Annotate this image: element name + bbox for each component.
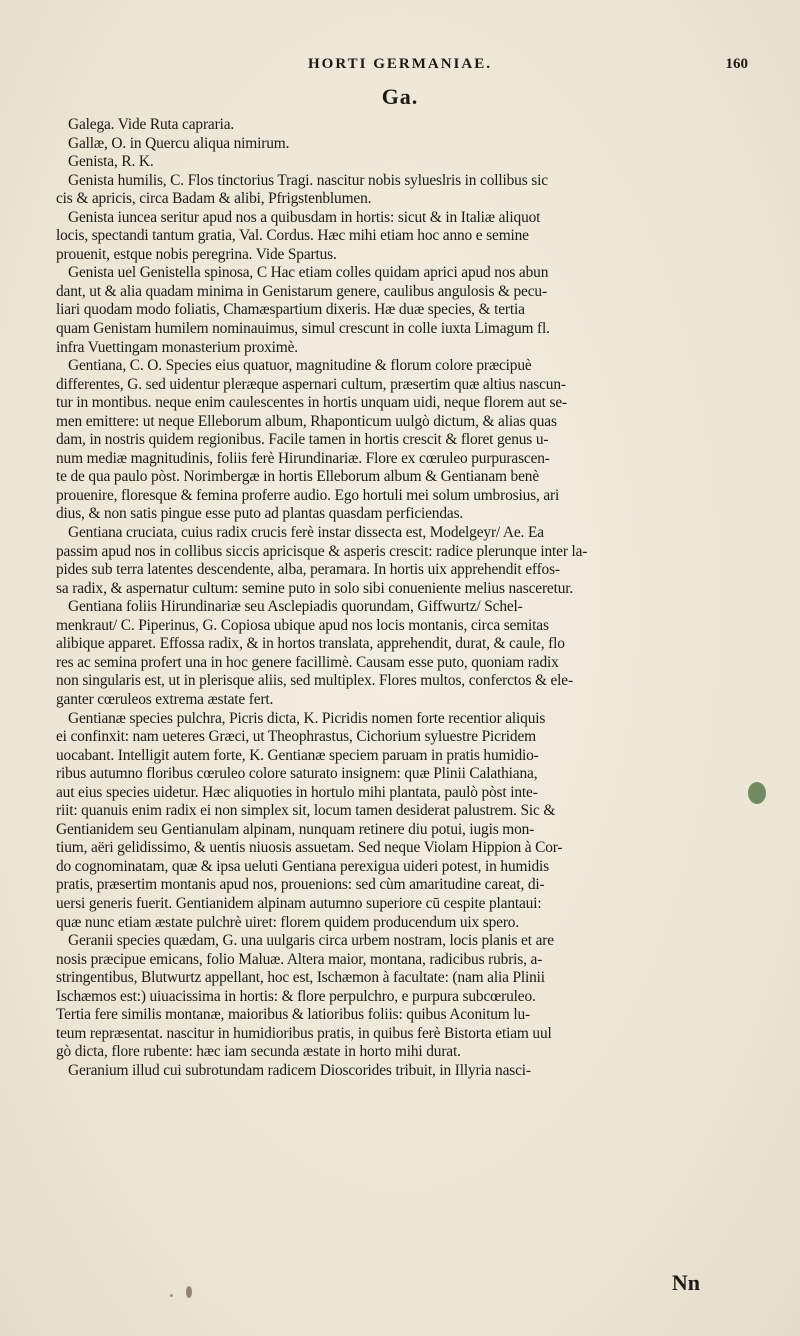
text-line: passim apud nos in collibus siccis apricisque & asperis crescit: radice plerunque inter la- (56, 542, 588, 560)
text-line: Genista uel Genistella spinosa, C Hac etiam colles quidam aprici apud nos abun (68, 264, 549, 282)
text-line: te de qua paulo pòst. Norimbergæ in hortis Elleborum album & Gentianam benè (56, 468, 540, 486)
text-line: infra Vuettingam monasterium proximè. (56, 338, 298, 356)
ink-stain (748, 782, 766, 804)
text-line: gò dicta, flore rubente: hæc iam secunda æstate in horto mihi durat. (56, 1043, 461, 1061)
text-line: dius, & non satis pingue esse puto ad plantas quasdam perficiendas. (56, 505, 464, 523)
text-line: uersi generis fuerit. Gentianidem alpinam autumno superiore cū cespite plantaui: (56, 894, 542, 912)
text-line: quæ nunc etiam æstate pulchrè uiret: florem quidem producendum uix spero. (56, 913, 520, 931)
text-line: Geranii species quædam, G. una uulgaris circa urbem nostram, locis planis et are (68, 932, 554, 950)
text-line: dant, ut & alia quadam minima in Genistarum genere, caulibus angulosis & pecu- (56, 282, 547, 300)
text-line: ei confinxit: nam ueteres Græci, ut Theophrastus, Cichorium syluestre Picridem (56, 728, 536, 746)
text-line: ribus autumno floribus cœruleo colore saturato insignem: quæ Plinii Calathiana, (56, 765, 538, 783)
text-line: men emittere: ut neque Elleborum album, Rhaponticum uulgò dictum, & alias quas (56, 412, 557, 430)
text-line: Tertia fere similis montanæ, maioribus & latioribus foliis: quibus Aconitum lu- (56, 1006, 530, 1024)
text-line: Genista humilis, C. Flos tinctorius Tragi. nascitur nobis sylueslris in collibus sic (68, 171, 548, 189)
ink-spot (186, 1286, 192, 1298)
ink-dot (170, 1294, 173, 1297)
text-line: Geranium illud cui subrotundam radicem Dioscorides tribuit, in Illyria nasci- (68, 1061, 531, 1079)
body-text (56, 116, 752, 1080)
text-line: Gentianæ species pulchra, Picris dicta, K. Picridis nomen forte recentior aliquis (68, 709, 546, 727)
text-line: tium, aëri gelidissimo, & uentis niuosis assuetam. Sed neque Violam Hippion à Cor- (56, 839, 563, 857)
text-line: differentes, G. sed uidentur pleræque aspernari cultum, præsertim quæ altius nascun- (56, 375, 566, 393)
text-line: quam Genistam humilem nominauimus, simul crescunt in colle iuxta Limagum fl. (56, 320, 550, 338)
signature-mark: Nn (671, 1270, 700, 1295)
text-line: Gallæ, O. in Quercu aliqua nimirum. (68, 134, 290, 152)
running-head: HORTI GERMANIAE. (308, 56, 492, 72)
text-line: uocabant. Intelligit autem forte, K. Gentianæ speciem paruam in pratis humidio- (56, 746, 539, 764)
text-line: pides sub terra latentes descendente, alba, peramara. In hortis uix apprehendit effos- (56, 561, 560, 579)
page-number: 160 (725, 56, 748, 72)
text-line: sa radix, & aspernatur cultum: semine puto in solo sibi conueniente melius nasceretur. (56, 579, 574, 597)
text-line: Gentiana cruciata, cuius radix crucis ferè instar dissecta est, Modelgeyr/ Ae. Ea (68, 524, 544, 542)
text-line: tur in montibus. neque enim caulescentes in hortis unquam uidi, neque florem aut se- (56, 394, 567, 412)
text-line: cis & apricis, circa Badam & alibi, Pfrigstenblumen. (56, 190, 372, 208)
text-line: teum repræsentat. nascitur in humidioribus pratis, in quibus ferè Bistorta etiam uul (56, 1024, 552, 1042)
text-line: Gentiana foliis Hirundinariæ seu Asclepiadis quorundam, Giffwurtz/ Schel- (68, 598, 523, 616)
text-line: Gentiana, C. O. Species eius quatuor, magnitudine & florum colore præcipuè (68, 357, 532, 375)
text-line: alibique apparet. Effossa radix, & in hortos translata, apprehendit, durat, & caule, flo (56, 635, 565, 653)
text-line: Genista, R. K. (68, 153, 154, 171)
text-line: ganter cœruleos extrema æstate fert. (56, 690, 274, 708)
text-line: do cognominatam, quæ & ipsa ueluti Gentiana perexigua uideri potest, in humidis (56, 857, 549, 875)
text-line: dam, in nostris quidem regionibus. Facile tamen in hortis crescit & floret genus u- (56, 431, 549, 449)
section-heading: Ga. (381, 84, 419, 109)
text-line: Ischæmos est:) uiuacissima in hortis: & flore perpulchro, e purpura subcœruleo. (56, 987, 536, 1005)
text-line: Gentianidem seu Gentianulam alpinam, nunquam retinere diu potui, iugis mon- (56, 820, 535, 838)
text-line: pratis, præsertim montanis apud nos, prouenions: sed cùm amaritudine careat, di- (56, 876, 545, 894)
text-line: Genista iuncea seritur apud nos a quibusdam in hortis: sicut & in Italiæ aliquot (68, 208, 541, 226)
text-line: stringentibus, Blutwurtz appellant, hoc est, Ischæmon à facultate: (nam alia Plinii (56, 969, 545, 987)
text-line: locis, spectandi tantum gratia, Val. Cordus. Hæc mihi etiam hoc anno e semine (56, 227, 529, 245)
text-line: num mediæ magnitudinis, foliis ferè Hirundinariæ. Flore ex cœruleo purpurascen- (56, 449, 550, 467)
text-line: menkraut/ C. Piperinus, G. Copiosa ubique apud nos locis montanis, circa semitas (56, 616, 549, 634)
text-line: res ac semina profert una in hoc genere facillimè. Causam esse puto, quoniam radix (56, 653, 559, 671)
text-line: prouenit, estque nobis peregrina. Vide Spartus. (56, 245, 337, 263)
text-line: riit: quanuis enim radix ei non simplex sit, locum tamen desiderat palustrem. Sic & (56, 802, 556, 820)
text-line: non singularis est, ut in plerisque aliis, sed multiplex. Flores multos, conferctos & ele- (56, 672, 573, 690)
text-line: Galega. Vide Ruta capraria. (68, 116, 235, 133)
text-line: liari quodam modo foliatis, Chamæspartium dixeris. Hæ duæ species, & tertia (56, 301, 525, 319)
text-line: prouenire, floresque & femina proferre audio. Ego hortuli mei solum umbrosius, ari (56, 486, 560, 504)
text-line: nosis præcipue emicans, folio Maluæ. Altera maior, montana, radicibus rubris, a- (56, 950, 543, 968)
text-line: aut eius species uidetur. Hæc aliquoties in hortulo mihi plantata, paulò pòst inte- (56, 783, 538, 801)
